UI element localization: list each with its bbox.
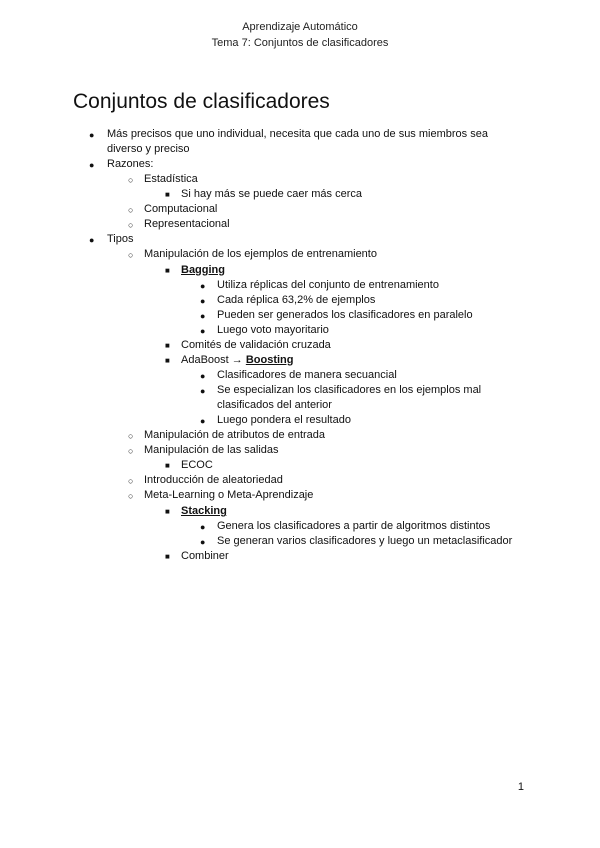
page-number: 1: [517, 781, 524, 793]
list-item: Comités de validación cruzada: [181, 339, 331, 351]
list-item: Tipos: [107, 233, 134, 245]
bullet-square-icon: ■: [165, 552, 170, 561]
bullet-dot-icon: ●: [200, 386, 206, 396]
list-item: Pueden ser generados los clasificadores en paralelo: [217, 309, 473, 321]
header-topic: Tema 7: Conjuntos de clasificadores: [211, 37, 389, 49]
list-item: ECOC: [181, 459, 213, 471]
bullet-dot-icon: ●: [200, 371, 206, 381]
bullet-circle-icon: ○: [128, 250, 134, 260]
list-item: Se especializan los clasificadores en los ejemplos mal: [217, 384, 482, 396]
list-item-bagging: Bagging: [181, 264, 225, 276]
bullet-square-icon: ■: [165, 341, 170, 350]
list-item-adaboost: [181, 353, 294, 367]
list-item: Se generan varios clasificadores y luego un metaclasificador: [217, 535, 513, 547]
bullet-dot-icon: ●: [89, 160, 95, 170]
bullet-dot-icon: ●: [200, 281, 206, 291]
list-item: Combiner: [181, 550, 229, 562]
bullet-circle-icon: ○: [128, 205, 134, 215]
page-title: Conjuntos de clasificadores: [73, 90, 330, 113]
list-item-stacking: Stacking: [181, 505, 227, 517]
bullet-dot-icon: ●: [89, 235, 95, 245]
bullet-circle-icon: ○: [128, 175, 134, 185]
header-course: Aprendizaje Automático: [242, 21, 358, 33]
bullet-square-icon: ■: [165, 190, 170, 199]
bullet-circle-icon: ○: [128, 476, 134, 486]
list-item: Luego pondera el resultado: [217, 414, 351, 426]
bullet-circle-icon: ○: [128, 491, 134, 501]
list-item: Cada réplica 63,2% de ejemplos: [217, 294, 376, 306]
bullet-dot-icon: ●: [89, 130, 95, 140]
list-item: Computacional: [144, 203, 218, 215]
list-item: Manipulación de atributos de entrada: [144, 429, 326, 441]
list-item-continuation: diverso y preciso: [107, 143, 190, 155]
bullet-circle-icon: ○: [128, 220, 134, 230]
bullet-dot-icon: ●: [200, 537, 206, 547]
bullet-square-icon: ■: [165, 507, 170, 516]
bullet-circle-icon: ○: [128, 431, 134, 441]
list-item: Más precisos que uno individual, necesita que cada uno de sus miembros sea: [107, 128, 488, 140]
list-item: Clasificadores de manera secuancial: [217, 369, 397, 381]
list-item: Luego voto mayoritario: [217, 324, 329, 336]
bullet-dot-icon: ●: [200, 296, 206, 306]
boosting-label: Boosting: [245, 354, 294, 366]
bullet-dot-icon: ●: [200, 311, 206, 321]
bullet-dot-icon: ●: [200, 326, 206, 336]
bullet-circle-icon: ○: [128, 446, 134, 456]
bullet-square-icon: ■: [165, 356, 170, 365]
list-item: Introducción de aleatoriedad: [144, 474, 283, 486]
adaboost-label: AdaBoost →: [181, 354, 243, 366]
bullet-dot-icon: ●: [200, 416, 206, 426]
list-item: Si hay más se puede caer más cerca: [181, 188, 362, 200]
list-item: Razones:: [107, 158, 154, 170]
list-item-continuation: clasificados del anterior: [217, 399, 332, 411]
list-item: Manipulación de los ejemplos de entrenamiento: [144, 248, 377, 260]
list-item: Representacional: [144, 218, 230, 230]
bullet-square-icon: ■: [165, 266, 170, 275]
bullet-dot-icon: ●: [200, 522, 206, 532]
list-item: Manipulación de las salidas: [144, 444, 279, 456]
bullet-square-icon: ■: [165, 461, 170, 470]
list-item: Estadística: [144, 173, 198, 185]
list-item: Utiliza réplicas del conjunto de entrenamiento: [217, 279, 439, 291]
list-item: Meta-Learning o Meta-Aprendizaje: [144, 489, 314, 501]
list-item: Genera los clasificadores a partir de algoritmos distintos: [217, 520, 491, 532]
